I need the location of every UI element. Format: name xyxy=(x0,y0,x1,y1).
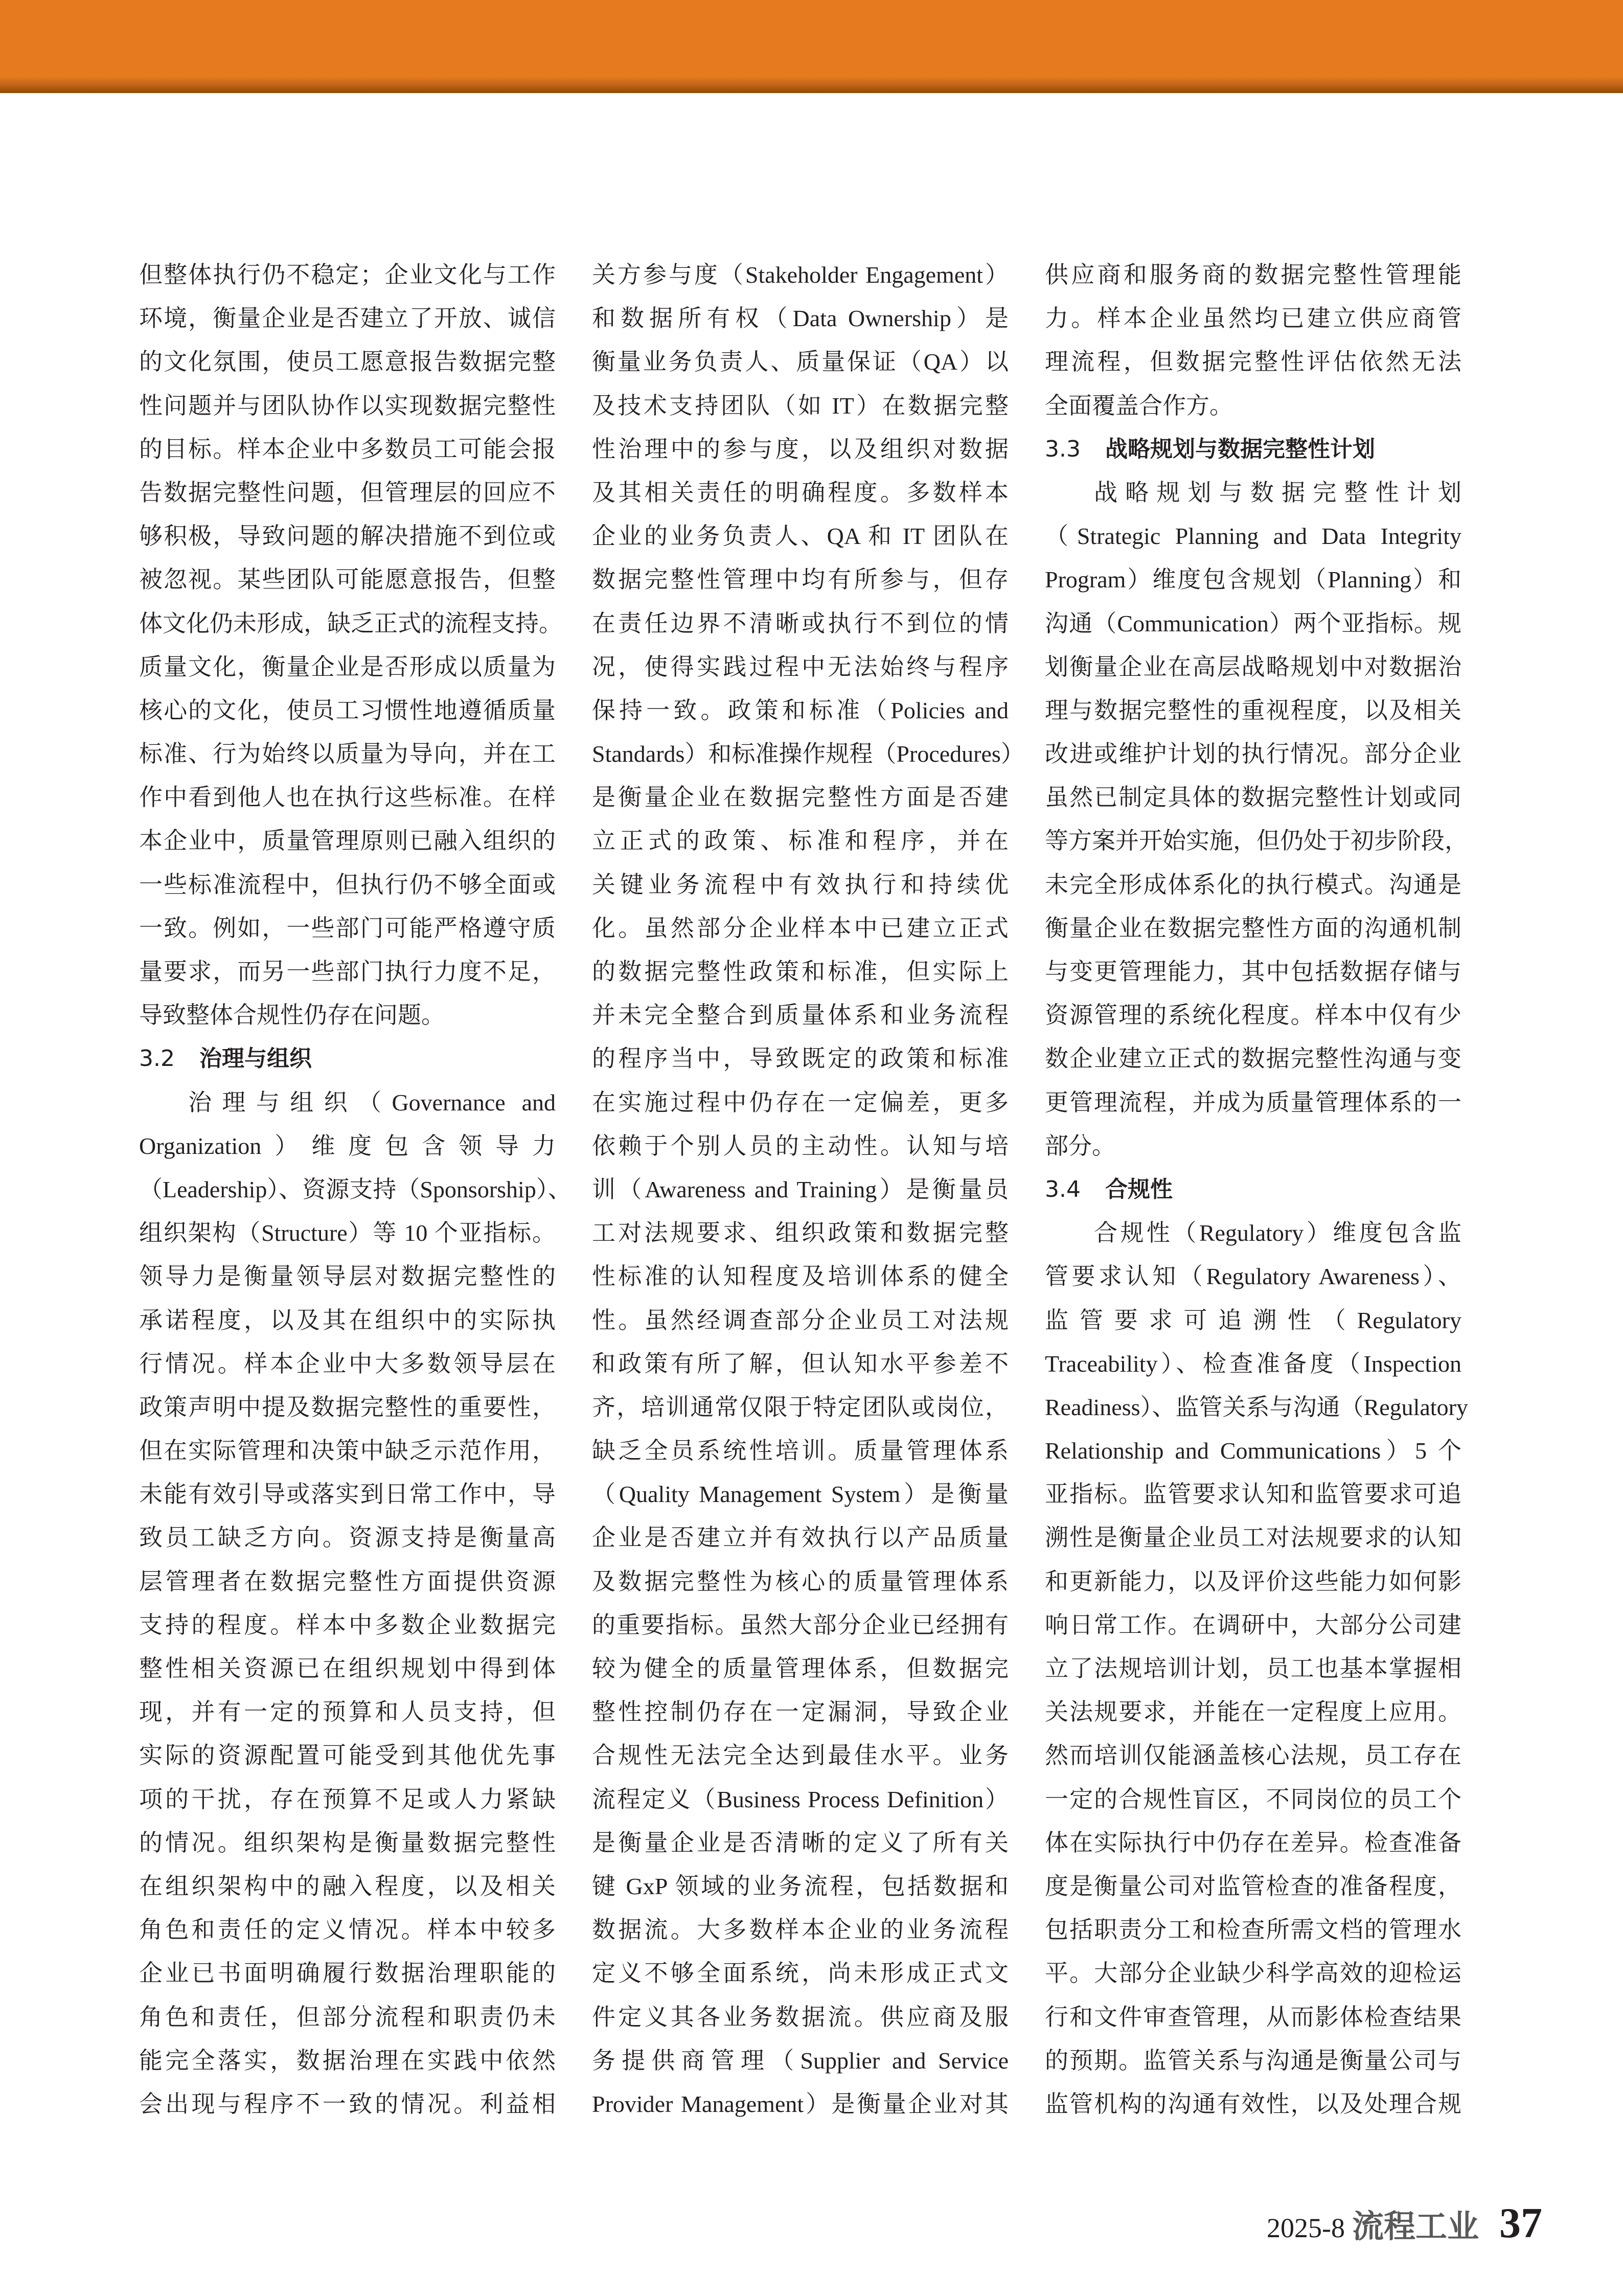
section-title: 战略规划与数据完整性计划 xyxy=(1105,436,1375,462)
text-line: 是衡量企业是否清晰的定义了所有关 xyxy=(592,1829,1009,1856)
text-line: 监管要求可追溯性（Regulatory xyxy=(1045,1307,1461,1333)
text-line: Program）维度包含规划（Planning）和 xyxy=(1045,566,1461,593)
text-line: 组织架构（Structure）等 10 个亚指标。 xyxy=(139,1220,556,1246)
text-line: 的预期。监管关系与沟通是衡量公司与 xyxy=(1045,2047,1461,2074)
text-line: 支持的程度。样本中多数企业数据完 xyxy=(139,1611,556,1638)
text-line: 理流程，但数据完整性评估依然无法 xyxy=(1045,349,1461,375)
text-line: 战略规划与数据完整性计划 xyxy=(1094,479,1461,506)
text-line: 体在实际执行中仍存在差异。检查准备 xyxy=(1045,1829,1461,1856)
text-line: 及技术支持团队（如 IT）在数据完整 xyxy=(592,392,1009,419)
text-line: 一些标准流程中，但执行仍不够全面或 xyxy=(139,871,556,898)
text-line: 包括职责分工和检查所需文档的管理水 xyxy=(1045,1917,1461,1943)
text-line: 层管理者在数据完整性方面提供资源 xyxy=(139,1568,556,1595)
text-line: 被忽视。某些团队可能愿意报告，但整 xyxy=(139,566,556,593)
text-line: 本企业中，质量管理原则已融入组织的 xyxy=(139,828,556,854)
text-line: 作中看到他人也在执行这些标准。在样 xyxy=(139,784,556,811)
text-line: 定义不够全面系统，尚未形成正式文 xyxy=(592,1960,1009,1987)
text-line: Standards）和标准操作规程（Procedures） xyxy=(592,741,1024,767)
section-heading xyxy=(139,1037,556,1080)
text-line: 依赖于个别人员的主动性。认知与培 xyxy=(592,1132,1009,1159)
text-column-3 xyxy=(1045,253,1468,2126)
text-line: 企业已书面明确履行数据治理职能的 xyxy=(139,1960,556,1987)
text-line: 实际的资源配置可能受到其他优先事 xyxy=(139,1742,556,1769)
text-line: 件定义其各业务数据流。供应商及服 xyxy=(592,2004,1009,2030)
text-column-2 xyxy=(592,253,1024,2126)
text-line: 理与数据完整性的重视程度，以及相关 xyxy=(1045,697,1461,723)
text-line: 沟通（Communication）两个亚指标。规 xyxy=(1045,610,1461,636)
text-line: 虽然已制定具体的数据完整性计划或同 xyxy=(1045,784,1461,811)
text-line: 整性控制仍存在一定漏洞，导致企业 xyxy=(592,1699,1009,1725)
text-line: 承诺程度，以及其在组织中的实际执 xyxy=(139,1307,556,1333)
section-title: 治理与组织 xyxy=(199,1045,312,1072)
section-number: 3.3 xyxy=(1045,436,1081,462)
text-line: 等方案并开始实施，但仍处于初步阶段， xyxy=(1045,828,1468,854)
text-line: 关法规要求，并能在一定程度上应用。 xyxy=(1045,1699,1461,1725)
text-line: 并未完全整合到质量体系和业务流程 xyxy=(592,1002,1009,1029)
text-line: 企业是否建立并有效执行以产品质量 xyxy=(592,1525,1009,1551)
text-line: 的数据完整性政策和标准，但实际上 xyxy=(592,959,1009,985)
text-line: 在组织架构中的融入程度，以及相关 xyxy=(139,1873,556,1899)
text-line: 和更新能力，以及评价这些能力如何影 xyxy=(1045,1568,1461,1595)
section-heading xyxy=(1045,1168,1461,1211)
text-line: 平。大部分企业缺少科学高效的迎检运 xyxy=(1045,1960,1461,1987)
text-line: 数企业建立正式的数据完整性沟通与变 xyxy=(1045,1045,1461,1072)
text-line: 一定的合规性盲区，不同岗位的员工个 xyxy=(1045,1786,1461,1812)
text-line: 更管理流程，并成为质量管理体系的一 xyxy=(1045,1089,1461,1116)
text-line: 核心的文化，使员工习惯性地遵循质量 xyxy=(139,697,556,723)
section-heading xyxy=(1045,427,1461,471)
text-line: 缺乏全员系统性培训。质量管理体系 xyxy=(592,1438,1009,1464)
text-line: 但整体执行仍不稳定；企业文化与工作 xyxy=(139,262,556,288)
text-line: 够积极，导致问题的解决措施不到位或 xyxy=(139,523,556,550)
text-line: 和政策有所了解，但认知水平参差不 xyxy=(592,1350,1009,1377)
text-line: 数据流。大多数样本企业的业务流程 xyxy=(592,1917,1009,1943)
text-line: 在责任边界不清晰或执行不到位的情 xyxy=(592,610,1009,636)
text-line: 致员工缺乏方向。资源支持是衡量高 xyxy=(139,1525,556,1551)
text-line: 质量文化，衡量企业是否形成以质量为 xyxy=(139,653,556,680)
issue-number: 2025-8 xyxy=(1267,2213,1345,2243)
text-line: 力。样本企业虽然均已建立供应商管 xyxy=(1045,305,1461,332)
text-line: 行和文件审查管理，从而影体检查结果 xyxy=(1045,2004,1461,2030)
text-line: 在实施过程中仍存在一定偏差，更多 xyxy=(592,1089,1009,1116)
journal-name: 流程工业 xyxy=(1352,2208,1479,2245)
text-line: 角色和责任，但部分流程和职责仍未 xyxy=(139,2004,556,2030)
text-line: 响日常工作。在调研中，大部分公司建 xyxy=(1045,1611,1461,1638)
text-line: 告数据完整性问题，但管理层的回应不 xyxy=(139,479,556,506)
text-line: 性问题并与团队协作以实现数据完整性 xyxy=(139,392,556,419)
text-line: Readiness）、监管关系与沟通（Regulatory xyxy=(1045,1394,1468,1420)
text-line: 一致。例如，一些部门可能严格遵守质 xyxy=(139,915,556,941)
text-line: 键 GxP 领域的业务流程，包括数据和 xyxy=(592,1873,1009,1899)
text-line: 关键业务流程中有效执行和持续优 xyxy=(592,871,1009,898)
text-line: 保持一致。政策和标准（Policies and xyxy=(592,697,1009,723)
text-line: 监管机构的沟通有效性，以及处理合规 xyxy=(1045,2090,1461,2117)
text-line: 环境，衡量企业是否建立了开放、诚信 xyxy=(139,305,556,332)
text-line: 体文化仍未形成，缺乏正式的流程支持。 xyxy=(139,610,562,636)
page-number: 37 xyxy=(1499,2199,1542,2247)
text-line: 合规性无法完全达到最佳水平。业务 xyxy=(592,1742,1009,1769)
text-line: 量要求，而另一些部门执行力度不足， xyxy=(139,959,556,985)
text-line: 能完全落实，数据治理在实践中依然 xyxy=(139,2047,556,2074)
text-line: （Quality Management System）是衡量 xyxy=(592,1481,1009,1508)
text-line: 资源管理的系统化程度。样本中仅有少 xyxy=(1045,1002,1461,1029)
text-line: 亚指标。监管要求认知和监管要求可追 xyxy=(1045,1481,1461,1508)
text-line: 训（Awareness and Training）是衡量员 xyxy=(592,1176,1009,1202)
text-line: 企业的业务负责人、QA 和 IT 团队在 xyxy=(592,523,1009,550)
text-line: 是衡量企业在数据完整性方面是否建 xyxy=(592,784,1009,811)
text-line: 及数据完整性为核心的质量管理体系 xyxy=(592,1568,1009,1595)
text-line: 划衡量企业在高层战略规划中对数据治 xyxy=(1045,653,1461,680)
text-line: Provider Management）是衡量企业对其 xyxy=(592,2090,1009,2117)
text-line: 全面覆盖合作方。 xyxy=(1045,392,1233,419)
text-line: 改进或维护计划的执行情况。部分企业 xyxy=(1045,741,1461,767)
page-footer xyxy=(1267,2198,1542,2249)
text-line: 领导力是衡量领导层对数据完整性的 xyxy=(139,1263,556,1290)
text-line: 性。虽然经调查部分企业员工对法规 xyxy=(592,1307,1009,1333)
text-line: 度是衡量公司对监管检查的准备程度， xyxy=(1045,1873,1461,1899)
text-line: 务提供商管理（Supplier and Service xyxy=(592,2047,1009,2074)
text-line: 政策声明中提及数据完整性的重要性， xyxy=(139,1394,556,1420)
text-line: 然而培训仅能涵盖核心法规，员工存在 xyxy=(1045,1742,1461,1769)
text-line: Relationship and Communications）5 个 xyxy=(1045,1438,1461,1464)
header-color-band xyxy=(0,0,1623,93)
text-line: 流程定义（Business Process Definition） xyxy=(592,1786,1009,1812)
text-line: 角色和责任的定义情况。样本中较多 xyxy=(139,1917,556,1943)
text-line: （Leadership）、资源支持（Sponsorship）、 xyxy=(139,1176,572,1202)
text-line: 齐，培训通常仅限于特定团队或岗位， xyxy=(592,1394,1009,1420)
text-line: 及其相关责任的明确程度。多数样本 xyxy=(592,479,1009,506)
text-line: 的情况。组织架构是衡量数据完整性 xyxy=(139,1829,556,1856)
text-line: 和数据所有权（Data Ownership）是 xyxy=(592,305,1009,332)
text-line: 的目标。样本企业中多数员工可能会报 xyxy=(139,436,556,462)
section-number: 3.2 xyxy=(139,1045,175,1072)
text-line: 化。虽然部分企业样本中已建立正式 xyxy=(592,915,1009,941)
text-line: 况，使得实践过程中无法始终与程序 xyxy=(592,653,1009,680)
text-line: 数据完整性管理中均有所参与，但存 xyxy=(592,566,1009,593)
text-line: 较为健全的质量管理体系，但数据完 xyxy=(592,1655,1009,1681)
text-line: 的重要指标。虽然大部分企业已经拥有 xyxy=(592,1611,1009,1638)
text-line: 导致整体合规性仍存在问题。 xyxy=(139,1002,445,1029)
text-line: Organization）维度包含领导力 xyxy=(139,1132,556,1159)
text-line: 现，并有一定的预算和人员支持，但 xyxy=(139,1699,556,1725)
text-line: 立正式的政策、标准和程序，并在 xyxy=(592,828,1009,854)
section-number: 3.4 xyxy=(1045,1176,1081,1202)
text-line: 供应商和服务商的数据完整性管理能 xyxy=(1045,262,1461,288)
text-line: 管要求认知（Regulatory Awareness）、 xyxy=(1045,1263,1461,1290)
text-line: 会出现与程序不一致的情况。利益相 xyxy=(139,2090,556,2117)
text-line: 未能有效引导或落实到日常工作中，导 xyxy=(139,1481,556,1508)
text-column-1 xyxy=(139,253,572,2126)
text-line: 项的干扰，存在预算不足或人力紧缺 xyxy=(139,1786,556,1812)
text-line: 治理与组织（Governance and xyxy=(188,1089,556,1116)
text-line: （Strategic Planning and Data Integrity xyxy=(1045,523,1461,550)
text-line: 性治理中的参与度，以及组织对数据 xyxy=(592,436,1009,462)
text-line: 的程序当中，导致既定的政策和标准 xyxy=(592,1045,1009,1072)
text-line: 工对法规要求、组织政策和数据完整 xyxy=(592,1220,1009,1246)
text-line: 立了法规培训计划，员工也基本掌握相 xyxy=(1045,1655,1461,1681)
text-line: 性标准的认知程度及培训体系的健全 xyxy=(592,1263,1009,1290)
text-line: 但在实际管理和决策中缺乏示范作用， xyxy=(139,1438,556,1464)
text-line: 衡量企业在数据完整性方面的沟通机制 xyxy=(1045,915,1461,941)
text-line: 的文化氛围，使员工愿意报告数据完整 xyxy=(139,349,556,375)
text-line: 整性相关资源已在组织规划中得到体 xyxy=(139,1655,556,1681)
text-line: 行情况。样本企业中大多数领导层在 xyxy=(139,1350,556,1377)
text-line: 部分。 xyxy=(1045,1132,1115,1159)
section-title: 合规性 xyxy=(1105,1176,1173,1202)
text-line: 与变更管理能力，其中包括数据存储与 xyxy=(1045,959,1461,985)
text-line: 未完全形成体系化的执行模式。沟通是 xyxy=(1045,871,1461,898)
text-line: 关方参与度（Stakeholder Engagement） xyxy=(592,262,1009,288)
text-line: Traceability）、检查准备度（Inspection xyxy=(1045,1350,1461,1377)
text-line: 衡量业务负责人、质量保证（QA）以 xyxy=(592,349,1009,375)
text-line: 溯性是衡量企业员工对法规要求的认知 xyxy=(1045,1525,1461,1551)
text-line: 合规性（Regulatory）维度包含监 xyxy=(1094,1220,1461,1246)
text-line: 标准、行为始终以质量为导向，并在工 xyxy=(139,741,556,767)
